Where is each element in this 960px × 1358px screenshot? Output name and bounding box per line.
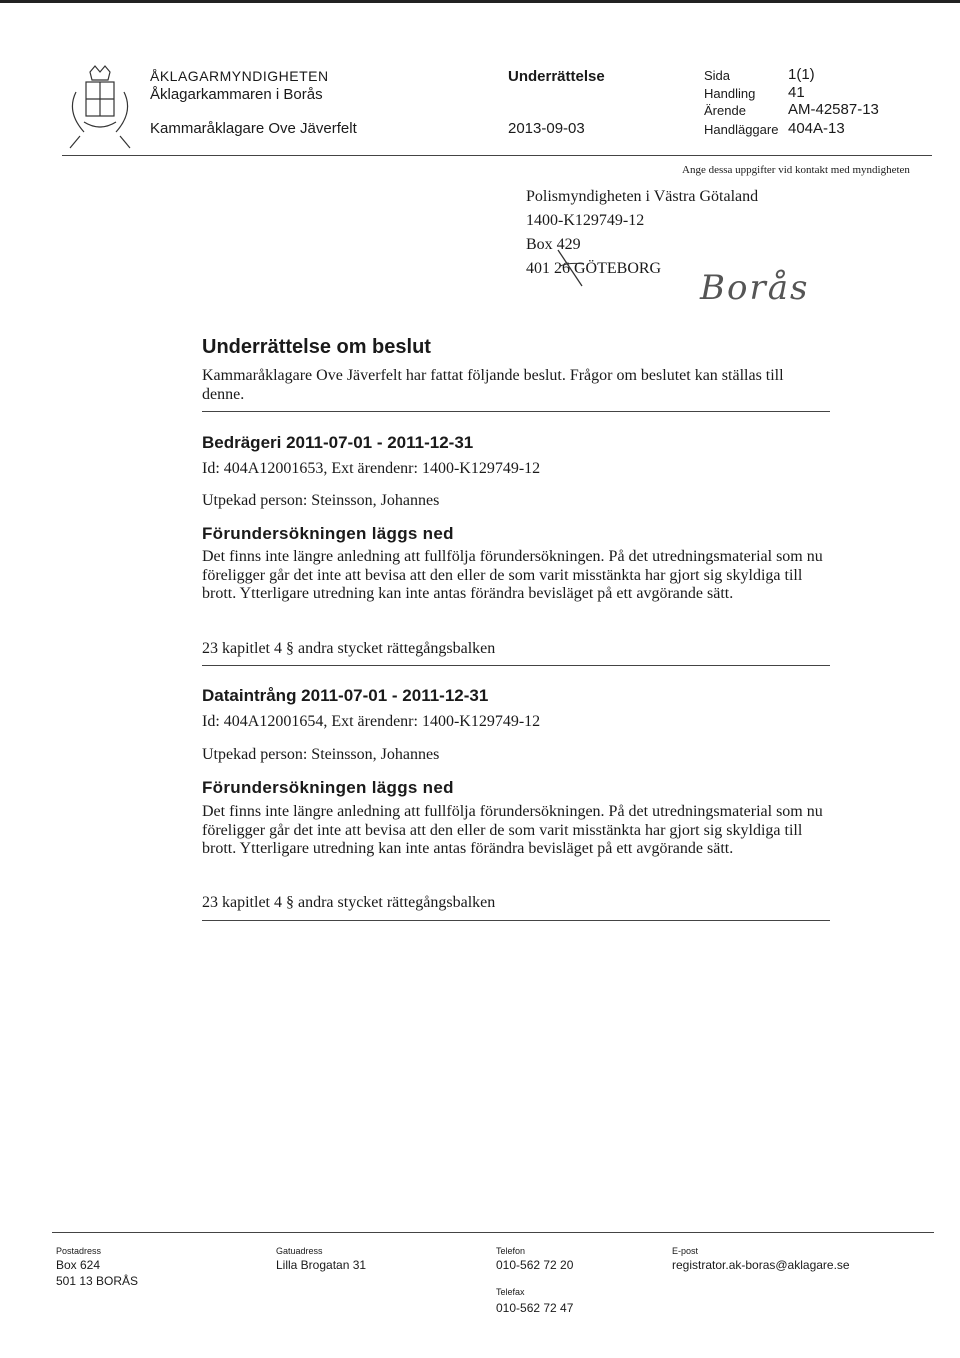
recipient-postal: 401 26 GÖTEBORG	[526, 260, 662, 277]
footer-postal-box: Box 624	[56, 1258, 101, 1272]
decision-1-person: Utpekad person: Steinsson, Johannes	[202, 492, 440, 509]
meta-value-page: 1(1)	[788, 66, 815, 83]
footer-email-label: E-post	[672, 1246, 699, 1256]
footer-fax-label: Telefax	[496, 1287, 525, 1297]
footer-email-value: registrator.ak-boras@aklagare.se	[672, 1258, 850, 1272]
prosecutor-name: Kammaråklagare Ove Jäverfelt	[150, 120, 357, 137]
decision-2-id: Id: 404A12001654, Ext ärendenr: 1400-K129749-12	[202, 713, 541, 730]
meta-label-handling: Handling	[704, 86, 756, 101]
header-divider	[62, 155, 932, 156]
coat-of-arms-logo	[62, 62, 138, 152]
recipient-name: Polismyndigheten i Västra Götaland	[526, 188, 759, 205]
office-name: Åklagarkammaren i Borås	[150, 86, 323, 103]
decision-1-outcome: Förundersökningen läggs ned	[202, 524, 454, 543]
decision-1-divider	[202, 665, 830, 666]
notice-intro: Kammaråklagare Ove Jäverfelt har fattat följande beslut. Frågor om beslutet kan ställas till denne.	[202, 367, 784, 403]
footer-street-value: Lilla Brogatan 31	[276, 1258, 367, 1272]
notice-title: Underrättelse om beslut	[202, 336, 431, 358]
decision-2-outcome: Förundersökningen läggs ned	[202, 778, 454, 797]
decision-1-law: 23 kapitlet 4 § andra stycket rättegångsbalken	[202, 640, 496, 657]
decision-2-person: Utpekad person: Steinsson, Johannes	[202, 746, 440, 763]
footer-phone-label: Telefon	[496, 1246, 526, 1256]
handwritten-annotation: Borås	[700, 268, 810, 308]
recipient-reference: 1400-K129749-12	[526, 212, 645, 229]
decision-1-crime: Bedrägeri 2011-07-01 - 2011-12-31	[202, 433, 474, 452]
footer-phone-value: 010-562 72 20	[496, 1258, 574, 1272]
meta-value-handler: 404A-13	[788, 120, 845, 137]
scan-top-edge	[0, 0, 960, 3]
meta-value-case: AM-42587-13	[788, 101, 879, 118]
footer-street-label: Gatuadress	[276, 1246, 323, 1256]
meta-value-handling: 41	[788, 84, 805, 101]
decision-2-divider	[202, 920, 830, 921]
organization-name: ÅKLAGARMYNDIGHETEN	[150, 68, 329, 84]
handwritten-strike-mark	[556, 244, 586, 288]
decision-1-reason: Det finns inte längre anledning att fullfölja förundersökningen. På det utredningsmaterial som nu föreligger går det inte att bevisa att den eller de som varit misstänkta har gjort sig skyldiga till brott. Ytterligare utredning kan inte antas förändra bevisläget på ett avgörande sätt.	[202, 548, 823, 602]
decision-2-reason: Det finns inte längre anledning att fullfölja förundersökningen. På det utredningsmaterial som nu föreligger går det inte att bevisa att den eller de som varit misstänkta har gjort sig skyldiga till brott. Ytterligare utredning kan inte antas förändra bevisläget på ett avgörande sätt.	[202, 803, 823, 857]
decision-2-law: 23 kapitlet 4 § andra stycket rättegångsbalken	[202, 894, 496, 911]
footer-fax-value: 010-562 72 47	[496, 1301, 574, 1315]
intro-divider	[202, 411, 830, 412]
meta-label-case: Ärende	[704, 103, 746, 118]
footer-postal-label: Postadress	[56, 1246, 102, 1256]
footer-postal-city: 501 13 BORÅS	[56, 1274, 139, 1288]
footer-divider	[52, 1232, 934, 1233]
document-date: 2013-09-03	[508, 120, 585, 137]
decision-2-crime: Dataintrång 2011-07-01 - 2011-12-31	[202, 686, 489, 705]
contact-note: Ange dessa uppgifter vid kontakt med myndigheten	[682, 164, 910, 176]
meta-label-page: Sida	[704, 68, 731, 83]
meta-label-handler: Handläggare	[704, 122, 779, 137]
document-type: Underrättelse	[508, 68, 605, 85]
recipient-box: Box 429	[526, 236, 581, 253]
decision-1-id: Id: 404A12001653, Ext ärendenr: 1400-K129749-12	[202, 460, 541, 477]
